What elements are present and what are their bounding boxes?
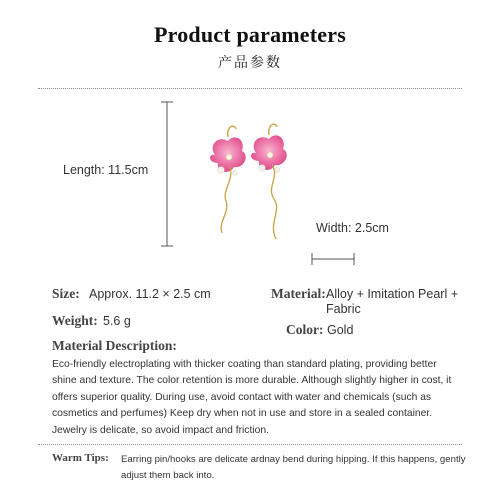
material-description-heading: Material Description: (52, 338, 177, 353)
length-dimension-marker (160, 100, 174, 250)
material-key: Material: (271, 286, 326, 301)
left-earring (210, 126, 246, 233)
earrings-illustration (190, 115, 310, 255)
top-divider (38, 88, 462, 89)
bottom-divider (38, 444, 462, 445)
length-label: Length: 11.5cm (63, 163, 149, 177)
size-key: Size: (52, 286, 80, 301)
material-description-text: Eco-friendly electroplating with thicker coating than standard plating, providing better shine and texture. The color retention is more durable. Although slightly higher in cost, it offers superior quality. During use, avoid contact with water and chemicals (such as cosmetics and perfumes) Keep dry when not in use and store in a sealed container. Jewelry is delicate, so avoid impact and friction. (52, 359, 452, 436)
weight-key: Weight: (52, 313, 98, 328)
width-dimension-marker (310, 252, 356, 266)
right-earring (251, 124, 287, 239)
width-label: Width: 2.5cm (316, 221, 389, 235)
page-subtitle: 产品参数 (218, 55, 282, 71)
material-value: Alloy + Imitation Pearl + Fabric (326, 287, 459, 316)
size-value: Approx. 11.2 × 2.5 cm (89, 287, 211, 301)
warm-tips-text: Earring pin/hooks are delicate ardnay bend during hipping. If this happens, gently adjust them back into. (121, 454, 466, 481)
weight-value: 5.6 g (103, 314, 131, 328)
color-key: Color: (286, 322, 324, 337)
warm-tips-heading: Warm Tips: (52, 452, 109, 464)
page-title: Product parameters (154, 22, 346, 47)
color-value: Gold (327, 323, 354, 337)
